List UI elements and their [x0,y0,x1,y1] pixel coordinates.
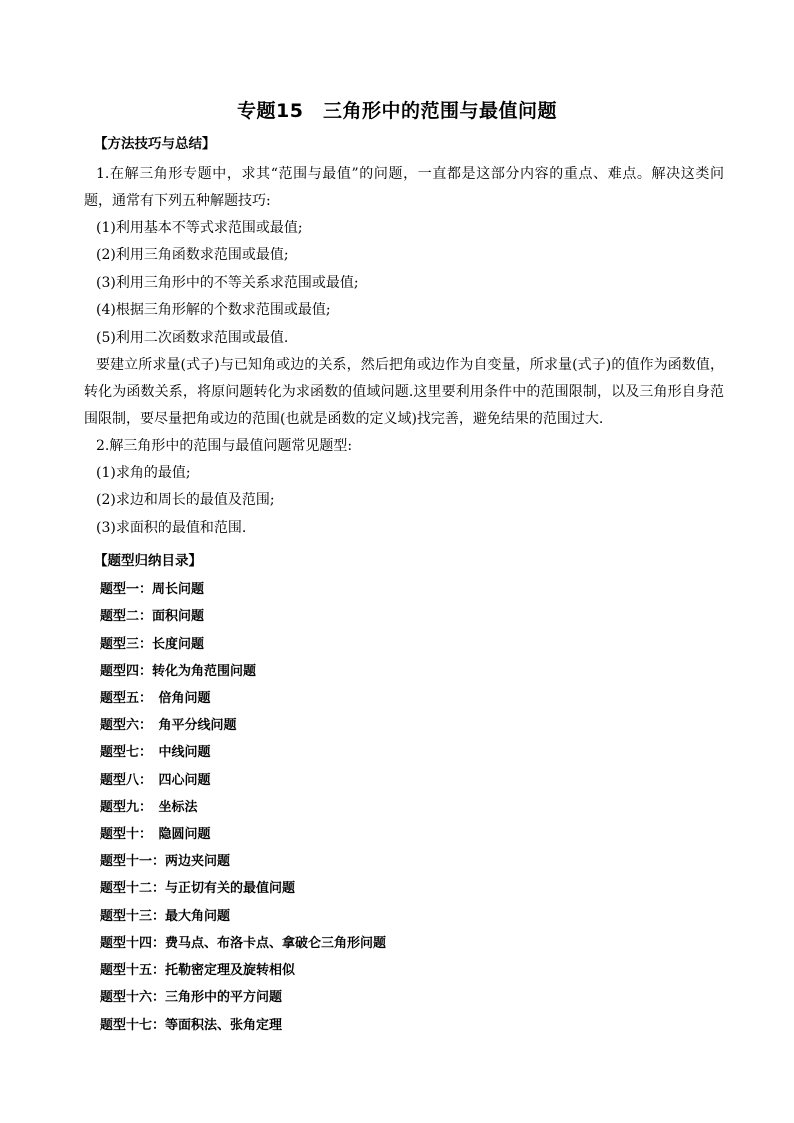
intro-paragraph: 1.在解三角形专题中，求其“范围与最值”的问题，一直都是这部分内容的重点、难点。解决这类问题，通常有下列五种解题技巧: [84,166,724,209]
techniques-list [84,215,724,352]
catalog-item: 题型五： 倍角问题 [100,691,211,707]
document-body [84,135,724,1039]
technique-item: (1)利用基本不等式求范围或最值; [96,220,303,236]
catalog-item: 题型十三：最大角问题 [100,908,231,924]
method-heading: 【方法技巧与总结】 [94,136,216,152]
catalog-item: 题型十五：托勒密定理及旋转相似 [100,963,296,979]
catalog-list [84,576,724,1038]
technique-item: (2)利用三角函数求范围或最值; [96,247,289,264]
common-type-item: (3)求面积的最值和范围. [96,519,247,536]
common-type-item: (2)求边和周长的最值及范围; [96,492,275,509]
common-types-list [84,460,724,542]
catalog-item: 题型八： 四心问题 [100,772,211,788]
catalog-item: 题型十六：三角形中的平方问题 [100,990,283,1006]
catalog-item: 题型九： 坐标法 [100,799,198,815]
catalog-item: 题型六： 角平分线问题 [100,718,237,734]
technique-item: (5)利用二次函数求范围或最值. [96,329,289,346]
catalog-item: 题型十一：两边夹问题 [100,854,231,870]
catalog-item: 题型十七：等面积法、张角定理 [100,1017,283,1033]
catalog-item: 题型七： 中线问题 [100,745,211,761]
catalog-item: 题型一：周长问题 [100,582,205,598]
page-title: 专题15 三角形中的范围与最值问题 [237,100,557,122]
technique-item: (3)利用三角形中的不等关系求范围或最值; [96,274,359,291]
explanation-paragraph: 要建立所求量(式子)与已知角或边的关系，然后把角或边作为自变量，所求量(式子)的值作为函数值，转化为函数关系，将原问题转化为求函数的值域问题.这里要利用条件中的范围限制，以及三角形自身范围限制，要尽量把角或边的范围(也就是函数的定义域)找完善，避免结果的范围过大. [84,357,724,428]
catalog-item: 题型四：转化为角范围问题 [100,663,257,679]
catalog-item: 题型十： 隐圆问题 [100,827,211,843]
catalog-item: 题型十四：费马点、布洛卡点、拿破仑三角形问题 [100,935,387,951]
technique-item: (4)根据三角形解的个数求范围或最值; [96,302,331,319]
catalog-item: 题型二：面积问题 [100,609,205,625]
catalog-item: 题型三：长度问题 [100,636,205,652]
catalog-heading: 【题型归纳目录】 [94,553,202,570]
common-types-intro: 2.解三角形中的范围与最值问题常见题型: [96,438,353,455]
catalog-item: 题型十二：与正切有关的最值问题 [100,881,296,897]
common-type-item: (1)求角的最值; [96,465,191,482]
